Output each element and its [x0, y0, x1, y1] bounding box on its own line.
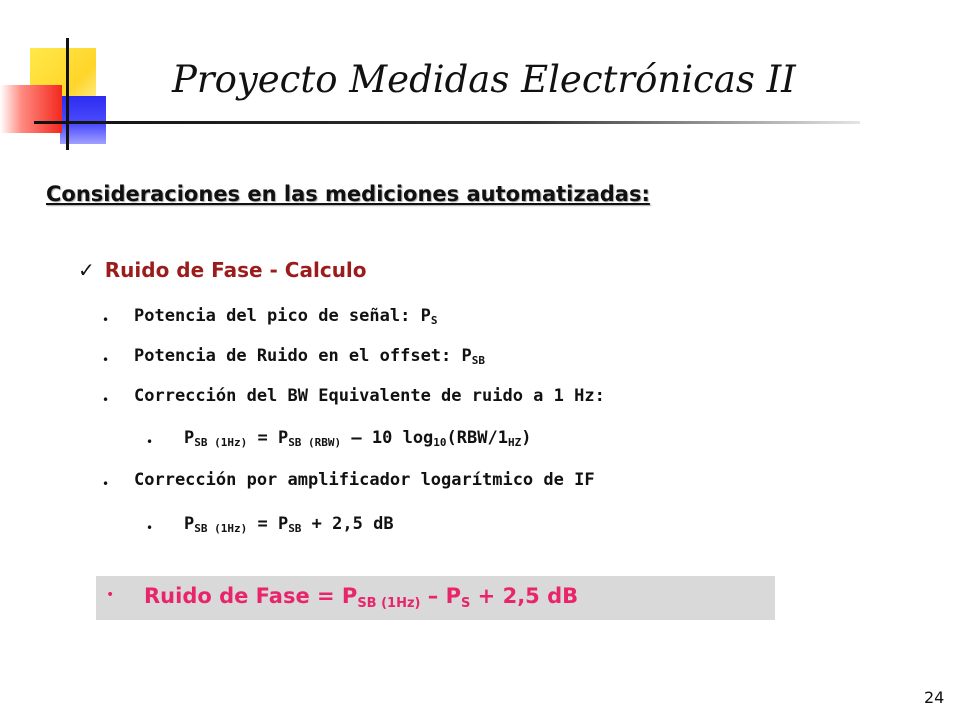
formula-subscript: SB (RBW): [288, 436, 342, 449]
formula-log-amplifier: [184, 514, 394, 535]
bullet-subscript: S: [430, 314, 438, 327]
bullet-dot: •: [102, 313, 110, 327]
page-number: 24: [924, 688, 945, 707]
bullet-dot: •: [102, 477, 110, 491]
formula-part: + 2,5 dB: [301, 514, 394, 534]
check-item: [78, 258, 367, 282]
title-underline-divider: [34, 121, 860, 124]
highlight-bullet-dot: •: [106, 587, 115, 603]
bullet-log-amplifier-correction: Corrección por amplificador logarítmico de IF: [134, 470, 595, 490]
formula-subscript: SB (1Hz): [194, 436, 248, 449]
logo-red-square: [0, 85, 62, 133]
highlight-part: + 2,5 dB: [470, 584, 579, 608]
formula-part: P: [184, 514, 195, 534]
bullet-text: Potencia de Ruido en el offset: P: [134, 346, 472, 366]
highlight-subscript: S: [461, 596, 471, 611]
check-icon: ✓: [78, 258, 95, 282]
sub-bullet-dot: •: [146, 521, 154, 535]
bullet-signal-peak-power: [134, 306, 437, 327]
formula-part: (RBW/1: [446, 428, 508, 448]
formula-subscript: SB (1Hz): [194, 522, 248, 535]
bullet-dot: •: [102, 353, 110, 367]
formula-part: – 10 log: [341, 428, 434, 448]
logo-decoration: [0, 0, 130, 160]
bullet-subscript: SB: [471, 354, 486, 367]
formula-part: P: [184, 428, 195, 448]
result-highlight-box: [96, 576, 775, 620]
check-item-label: Ruido de Fase - Calculo: [104, 258, 367, 282]
formula-subscript: SB: [288, 522, 302, 535]
highlight-part: – P: [420, 584, 461, 608]
highlight-part: Ruido de Fase = P: [144, 584, 358, 608]
slide-title: Proyecto Medidas Electrónicas II: [172, 58, 796, 101]
bullet-bw-correction: Corrección del BW Equivalente de ruido a 1 Hz:: [134, 386, 605, 406]
section-heading: Consideraciones en las mediciones automatizadas:: [46, 182, 650, 206]
formula-part: ): [521, 428, 532, 448]
formula-bw-correction: [184, 428, 531, 449]
highlight-subscript: SB (1Hz): [357, 596, 421, 611]
bullet-text: Potencia del pico de señal: P: [134, 306, 431, 326]
logo-vertical-line: [66, 38, 69, 150]
formula-subscript: 10: [433, 436, 447, 449]
bullet-noise-power-offset: [134, 346, 485, 367]
bullet-dot: •: [102, 393, 110, 407]
phase-noise-result-formula: [144, 584, 578, 611]
sub-bullet-dot: •: [146, 435, 154, 449]
formula-subscript: HZ: [507, 436, 522, 449]
formula-part: = P: [247, 514, 289, 534]
formula-part: = P: [247, 428, 289, 448]
